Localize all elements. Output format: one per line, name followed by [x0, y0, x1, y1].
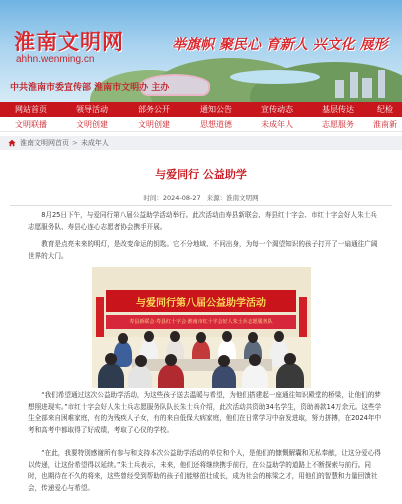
nav-item-notices[interactable]: 通知公告 — [200, 105, 232, 114]
breadcrumb-separator: > — [72, 139, 78, 147]
photo-person-head — [249, 354, 261, 366]
photo-event-banner: 与爱同行第八届公益助学活动 — [106, 290, 296, 312]
photo-person-head — [274, 331, 284, 342]
subnav-item-civilization-creation-2[interactable]: 文明创建 — [138, 120, 170, 129]
article-paragraph: 8月25日下午，与爱同行第八届公益助学活动举行。此次活动由寿县新联会、寿县红十字会、市红十字会好人朱士兵志愿服务队、寿县心连心志愿者协会携手开展。 — [28, 211, 377, 231]
photo-person-head — [218, 355, 230, 367]
nav-item-leader-activities[interactable]: 领导活动 — [76, 105, 108, 114]
nav-item-home[interactable]: 网站首页 — [15, 105, 47, 114]
site-sponsor: 中共淮南市委宣传部 淮南市文明办 主办 — [10, 83, 170, 93]
article-title: 与爱同行 公益助学 — [155, 168, 247, 181]
photo-person-head — [248, 332, 258, 343]
photo-person-head — [118, 333, 128, 344]
banner-building — [335, 80, 344, 98]
breadcrumb-current-link[interactable]: 未成年人 — [80, 139, 109, 147]
nav-item-discipline[interactable]: 纪检 — [377, 105, 393, 114]
secondary-nav — [0, 117, 402, 132]
photo-person — [114, 341, 132, 367]
article-source: 来源：淮南文明网 — [206, 194, 259, 202]
breadcrumb-home-link[interactable]: 淮南文明网首页 — [20, 139, 69, 147]
subnav-item-minors[interactable]: 未成年人 — [261, 120, 293, 129]
photo-flag — [96, 297, 104, 337]
article-paragraph: 教育是点亮未来的明灯，是改变命运的钥匙。它不分地域、不问出身，为每一个渴望知识的孩子打开了一扇通往广阔世界的大门。 — [28, 240, 378, 260]
article-photo — [92, 267, 311, 388]
subnav-item-ideology-morality[interactable]: 思想道德 — [200, 120, 232, 129]
nav-item-publicity[interactable]: 宣传动态 — [261, 105, 293, 114]
site-domain: ahhn.wenming.cn — [16, 54, 95, 65]
banner-building — [378, 70, 385, 98]
photo-person-head — [222, 331, 232, 342]
photo-person-head — [165, 354, 177, 366]
photo-person — [276, 363, 304, 388]
subnav-item-huainan-new[interactable]: 淮南新 — [373, 120, 397, 129]
subnav-item-civilization-creation[interactable]: 文明创建 — [76, 120, 108, 129]
photo-backdrop-text: 寿县新联会·寿县红十字会·淮南市红十字会好人朱士兵志愿服务队 — [129, 319, 273, 325]
photo-person-head — [170, 331, 180, 342]
site-logo[interactable]: 淮南文明网 — [14, 30, 124, 54]
photo-person-head — [196, 332, 206, 343]
photo-person — [158, 364, 184, 388]
nav-item-department-affairs[interactable]: 部务公开 — [138, 105, 170, 114]
photo-person-head — [284, 353, 296, 365]
photo-person — [128, 365, 152, 388]
article-meta — [0, 193, 402, 202]
banner-building — [350, 72, 358, 98]
article-paragraph: “在此，我要特别感谢所有参与和支持本次公益助学活动的单位和个人，是他们的慷慨解囊和无私奉献，让这分爱心得以传递，让这份希望得以延续。”朱士兵表示，未来，他们还将继续携手前行，在公益助学的道路上不断探索与前行。同时，也期待在不久的将来，这些曾经受到帮助的孩子们能够茁壮成长，成为社会的栋梁之才，用他们的智慧和力量回馈社会，传递爱心与希望。 — [28, 449, 381, 492]
subnav-item-civilization-broadcast[interactable]: 文明联播 — [15, 120, 47, 129]
primary-nav — [0, 102, 402, 117]
header-slogan: 举旗帜 聚民心 育新人 兴文化 展形 — [172, 37, 388, 53]
home-icon — [8, 139, 16, 147]
header-banner — [0, 0, 402, 102]
nav-item-grassroots[interactable]: 基层传达 — [322, 105, 354, 114]
photo-person-head — [135, 355, 147, 367]
title-divider — [10, 205, 392, 206]
banner-building — [362, 78, 372, 98]
subnav-item-volunteer-service[interactable]: 志愿服务 — [322, 120, 354, 129]
photo-flag — [299, 297, 307, 337]
article-paragraph: “我们希望通过这次公益助学活动，为这些孩子送去温暖与希望，为他们搭建起一座通往知识殿堂的桥梁，让他们的梦想照进现实。”市红十字会好人朱士兵志愿服务队队长朱士兵介绍，此次活动共资助34名学生，资助善款14万余元。这些学生全部来自困难家庭，有的为残疾人子女，有的来自低保大病家庭，他们在日常学习中奋发进取，努力拼搏，在2024年中考和高考中都取得了好成绩，考取了心仪的学校。 — [28, 391, 382, 434]
banner-lake — [230, 70, 320, 84]
photo-person — [242, 364, 268, 388]
photo-person-head — [144, 331, 154, 342]
breadcrumb — [0, 136, 402, 150]
article-date: 时间：2024-08-27 — [143, 194, 201, 202]
photo-person-head — [105, 353, 117, 365]
photo-person — [98, 363, 124, 388]
photo-person — [212, 365, 236, 388]
